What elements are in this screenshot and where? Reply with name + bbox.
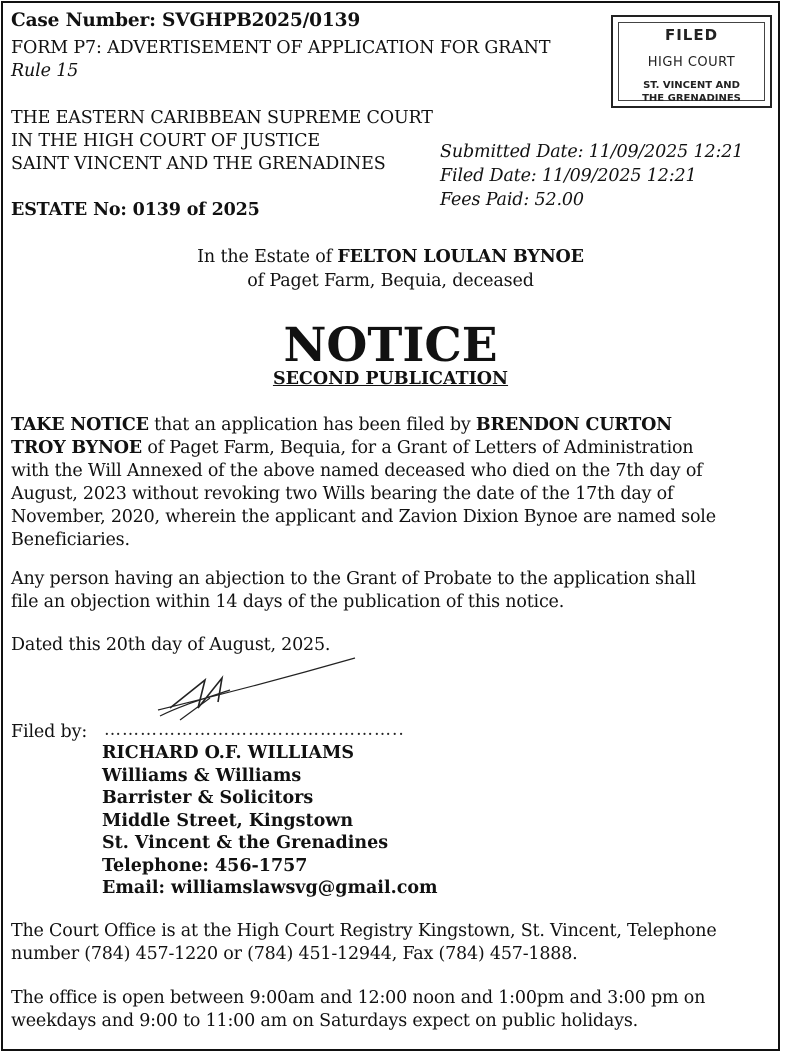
rule-reference: Rule 15 — [11, 61, 79, 81]
notice-paragraph-2 — [11, 568, 775, 614]
court-office-paragraph — [11, 920, 775, 966]
stamp-place-line-1: ST. VINCENT AND — [643, 80, 740, 91]
p1-line-1-text: that an application has been filed by — [148, 415, 476, 435]
stamp-court-text: HIGH COURT — [647, 55, 736, 70]
filer-country: St. Vincent & the Grenadines — [102, 833, 389, 853]
p1-line-6: Beneficiaries. — [11, 530, 130, 550]
court-name-line-3: SAINT VINCENT AND THE GRENADINES — [11, 154, 386, 174]
office-hours-line-1: The office is open between 9:00am and 12:00 noon and 1:00pm and 3:00 pm on — [11, 988, 706, 1008]
stamp-place-line-2: THE GRENADINES — [642, 93, 741, 104]
filer-address-block — [102, 742, 438, 900]
estate-prefix: In the Estate of — [197, 247, 338, 267]
filer-title: Barrister & Solicitors — [102, 788, 314, 808]
filed-stamp — [611, 15, 772, 108]
notice-subtitle: SECOND PUBLICATION — [272, 369, 509, 389]
take-notice-lead: TAKE NOTICE — [11, 415, 149, 435]
p1-line-5: November, 2020, wherein the applicant and Zavion Dixion Bynoe are named sole — [11, 507, 716, 527]
p1-line-3: with the Will Annexed of the above named deceased who died on the 7th day of — [11, 461, 703, 481]
handwritten-signature — [150, 650, 365, 730]
dated-line: Dated this 20th day of August, 2025. — [11, 635, 331, 655]
notice-title: NOTICE — [283, 318, 498, 373]
notice-paragraph-1 — [11, 414, 775, 552]
form-title: FORM P7: ADVERTISEMENT OF APPLICATION FOR GRANT — [11, 38, 551, 58]
signature-line-dots: ………………………………………….. — [104, 720, 405, 740]
estate-number: ESTATE No: 0139 of 2025 — [11, 200, 260, 220]
filer-name: RICHARD O.F. WILLIAMS — [102, 743, 354, 763]
applicant-name-part-2: TROY BYNOE — [11, 438, 142, 458]
deceased-name: FELTON LOULAN BYNOE — [337, 247, 584, 267]
fees-paid: Fees Paid: 52.00 — [440, 190, 584, 210]
filer-telephone: Telephone: 456-1757 — [102, 855, 308, 876]
p1-line-4: August, 2023 without revoking two Wills bearing the date of the 17th day of — [11, 484, 674, 504]
deceased-residence: of Paget Farm, Bequia, deceased — [247, 271, 534, 291]
filer-street: Middle Street, Kingstown — [102, 810, 354, 831]
stamp-filed-text: FILED — [664, 26, 719, 44]
p2-line-2: file an objection within 14 days of the publication of this notice. — [11, 592, 565, 612]
applicant-name-part-1: BRENDON CURTON — [475, 415, 672, 435]
court-office-line-2: number (784) 457-1220 or (784) 451-12944, Fax (784) 457-1888. — [11, 944, 578, 964]
office-hours-paragraph — [11, 987, 775, 1033]
filed-date: Filed Date: 11/09/2025 12:21 — [440, 166, 697, 186]
court-name-line-1: THE EASTERN CARIBBEAN SUPREME COURT — [11, 108, 433, 128]
p2-line-1: Any person having an abjection to the Grant of Probate to the application shall — [11, 569, 696, 589]
p1-line-2 — [11, 437, 775, 460]
office-hours-line-2: weekdays and 9:00 to 11:00 am on Saturdays expect on public holidays. — [11, 1011, 638, 1031]
estate-line — [0, 246, 781, 269]
filed-by-label: Filed by: — [11, 722, 88, 742]
p1-line-1 — [11, 414, 775, 437]
p1-line-2-text: of Paget Farm, Bequia, for a Grant of Letters of Administration — [141, 438, 694, 458]
court-office-line-1: The Court Office is at the High Court Registry Kingstown, St. Vincent, Telephone — [11, 921, 717, 941]
filer-email: Email: williamslawsvg@gmail.com — [102, 878, 438, 898]
submitted-date: Submitted Date: 11/09/2025 12:21 — [440, 142, 744, 162]
court-name-line-2: IN THE HIGH COURT OF JUSTICE — [11, 131, 320, 151]
case-number: Case Number: SVGHPB2025/0139 — [11, 10, 361, 31]
filer-firm: Williams & Williams — [102, 765, 302, 786]
